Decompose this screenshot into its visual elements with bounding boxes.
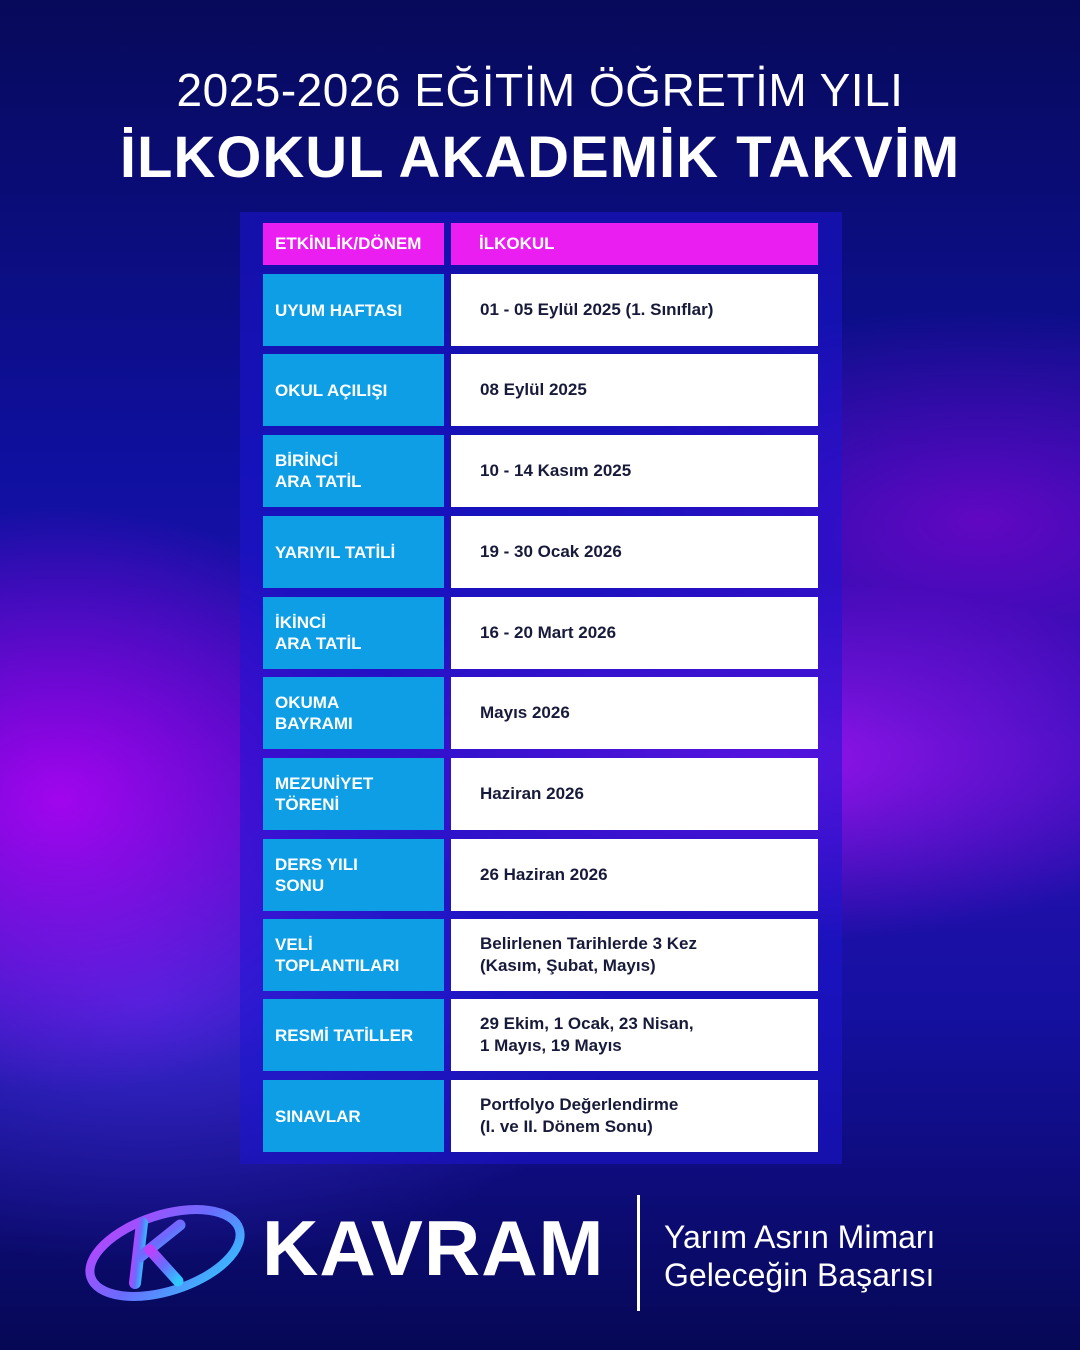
event-label: UYUM HAFTASI [263, 274, 444, 346]
table-header-row [263, 223, 818, 265]
event-label: İKİNCİ ARA TATİL [263, 597, 444, 669]
table-row [263, 516, 818, 588]
table-row [263, 274, 818, 346]
table-row [263, 435, 818, 507]
event-label: OKUMA BAYRAMI [263, 677, 444, 749]
event-date: 16 - 20 Mart 2026 [451, 597, 818, 669]
table-row [263, 919, 818, 991]
table-row [263, 758, 818, 830]
page-title [0, 55, 1080, 191]
event-label: SINAVLAR [263, 1080, 444, 1152]
event-date: 19 - 30 Ocak 2026 [451, 516, 818, 588]
brand-name: KAVRAM [262, 1204, 605, 1292]
event-date: 01 - 05 Eylül 2025 (1. Sınıflar) [451, 274, 818, 346]
footer-divider [637, 1195, 640, 1311]
event-date: 10 - 14 Kasım 2025 [451, 435, 818, 507]
event-label: OKUL AÇILIŞI [263, 354, 444, 426]
title-year: 2025-2026 EĞİTİM ÖĞRETİM YILI [176, 64, 904, 116]
column-header-level: İLKOKUL [451, 223, 818, 265]
event-label: RESMİ TATİLLER [263, 999, 444, 1071]
event-label: VELİ TOPLANTILARI [263, 919, 444, 991]
table-row [263, 999, 818, 1071]
table-row [263, 839, 818, 911]
event-label: DERS YILI SONU [263, 839, 444, 911]
footer [0, 1185, 1080, 1315]
table-row [263, 354, 818, 426]
brand-slogan: Yarım Asrın Mimarı Geleceğin Başarısı [664, 1219, 936, 1293]
event-date: 26 Haziran 2026 [451, 839, 818, 911]
event-date: 29 Ekim, 1 Ocak, 23 Nisan, 1 Mayıs, 19 Mayıs [451, 999, 818, 1071]
event-date: Belirlenen Tarihlerde 3 Kez (Kasım, Şubat, Mayıs) [451, 919, 818, 991]
event-date: Portfolyo Değerlendirme (I. ve II. Dönem Sonu) [451, 1080, 818, 1152]
table-row [263, 1080, 818, 1152]
kavram-k-logo-icon [80, 1195, 250, 1305]
event-label: BİRİNCİ ARA TATİL [263, 435, 444, 507]
event-date: 08 Eylül 2025 [451, 354, 818, 426]
table-row [263, 677, 818, 749]
event-date: Haziran 2026 [451, 758, 818, 830]
title-main: İLKOKUL AKADEMİK TAKVİM [119, 125, 961, 190]
column-header-event: ETKİNLİK/DÖNEM [263, 223, 444, 265]
event-date: Mayıs 2026 [451, 677, 818, 749]
table-row [263, 597, 818, 669]
event-label: YARIYIL TATİLİ [263, 516, 444, 588]
event-label: MEZUNİYET TÖRENİ [263, 758, 444, 830]
